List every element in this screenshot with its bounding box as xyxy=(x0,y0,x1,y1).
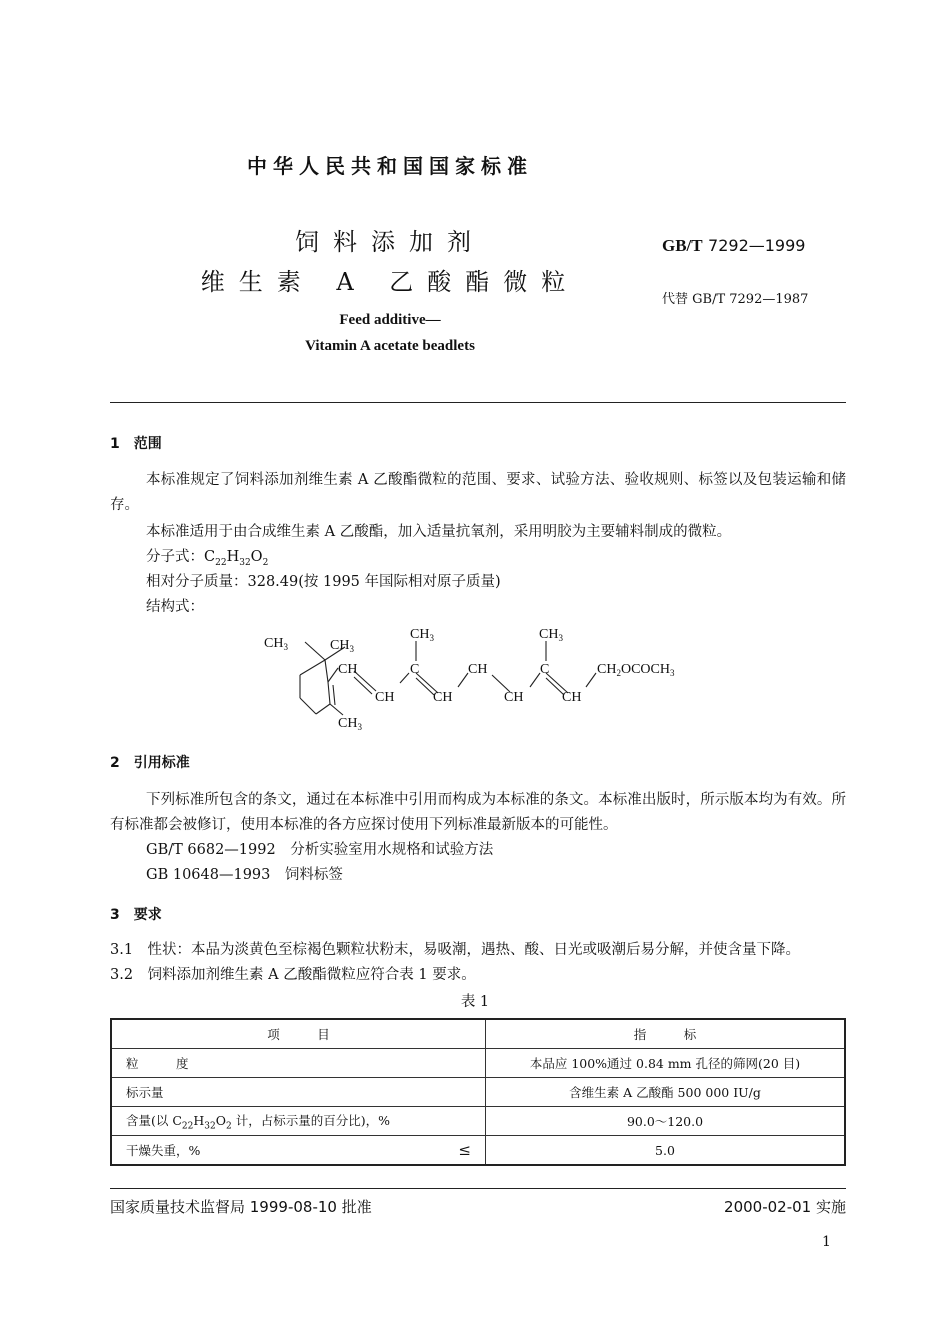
table-row xyxy=(111,1107,845,1136)
struct-ch3-2: $CH_3$ xyxy=(330,638,354,654)
section-1-heading: 1 范围 xyxy=(110,436,162,452)
struct-ch3-1: $CH_3$ xyxy=(264,636,288,652)
struct-ch-1: CH xyxy=(338,662,358,677)
issuing-organization: 中华人民共和国国家标准 xyxy=(247,154,533,178)
title-en-line-1: Feed additive— xyxy=(339,312,441,328)
replaces-standard: 代替 GB/T 7292—1987 xyxy=(662,292,809,307)
table-header-row xyxy=(111,1019,845,1049)
struct-c-2: C xyxy=(540,662,550,677)
struct-ch-5: CH xyxy=(504,690,524,705)
table-cell-item: 干燥失重，% ≤ xyxy=(111,1136,486,1166)
struct-ch3-3: $CH_3$ xyxy=(410,627,434,643)
section-2-heading: 2 引用标准 xyxy=(110,755,190,771)
table-cell-value: 90.0～120.0 xyxy=(486,1107,846,1136)
approval-info: 国家质量技术监督局 1999-08-10 批准 xyxy=(110,1198,372,1216)
table-cell-value: 5.0 xyxy=(486,1136,846,1166)
section-2-paragraph: 下列标准所包含的条文，通过在本标准中引用而构成为本标准的条文。本标准出版时，所示版本均为有效。所有标准都会被修订，使用本标准的各方应探讨使用下列标准最新版本的可能性。 xyxy=(110,792,846,833)
struct-ch-3: CH xyxy=(433,690,453,705)
header-rule xyxy=(110,402,846,403)
structural-formula xyxy=(250,615,710,740)
struct-ch-2: CH xyxy=(375,690,395,705)
table-cell-item: 含量(以 $C_{22}H_{32}O_2$ 计，占标示量的百分比)，% xyxy=(111,1107,486,1136)
table-caption: 表 1 xyxy=(460,994,490,1010)
table-row xyxy=(111,1136,845,1166)
section-3-heading: 3 要求 xyxy=(110,907,162,923)
title-cn-line-1: 饲料添加剂 xyxy=(295,228,485,256)
section-1-paragraph-2: 本标准适用于由合成维生素 A 乙酸酯，加入适量抗氧剂，采用明胶为主要辅料制成的微粒。 xyxy=(146,524,732,540)
section-1-paragraph-1: 本标准规定了饲料添加剂维生素 A 乙酸酯微粒的范围、要求、试验方法、验收规则、标签以及包装运输和储存。 xyxy=(110,472,846,513)
table-cell-item: 粒 度 xyxy=(111,1049,486,1078)
struct-ch-4: CH xyxy=(468,662,488,677)
footer-rule xyxy=(110,1188,846,1189)
struct-ch-6: CH xyxy=(562,690,582,705)
standard-number: GB/T 7292—1999 xyxy=(662,236,806,255)
effective-date: 2000-02-01 实施 xyxy=(724,1198,846,1216)
struct-ch3-5: $CH_3$ xyxy=(338,716,362,732)
table-cell-item: 标示量 xyxy=(111,1078,486,1107)
reference-2: GB 10648—1993 饲料标签 xyxy=(146,867,343,883)
molecular-formula: 分子式：$C_{22}H_{32}O_2$ xyxy=(146,549,269,568)
reference-1: GB/T 6682—1992 分析实验室用水规格和试验方法 xyxy=(146,842,494,858)
requirements-table xyxy=(110,1018,846,1166)
table-row xyxy=(111,1078,845,1107)
table-header-item: 项 目 xyxy=(111,1019,486,1049)
struct-c-1: C xyxy=(410,662,420,677)
table-header-value: 指 标 xyxy=(486,1019,846,1049)
page-number: 1 xyxy=(822,1234,831,1250)
struct-ch3-4: $CH_3$ xyxy=(539,627,563,643)
title-en-line-2: Vitamin A acetate beadlets xyxy=(305,338,475,354)
structure-label: 结构式： xyxy=(146,599,204,615)
table-cell-value: 本品应 100%通过 0.84 mm 孔径的筛网(20 目) xyxy=(486,1049,846,1078)
title-cn-line-2: 维生素 A 乙酸酯微粒 xyxy=(200,268,580,296)
less-equal-symbol: ≤ xyxy=(458,1141,471,1159)
molecular-weight: 相对分子质量：328.49(按 1995 年国际相对原子质量) xyxy=(146,574,501,590)
table-row xyxy=(111,1049,845,1078)
struct-ester-group: $CH_2OCOCH_3$ xyxy=(597,662,675,678)
clause-3-2: 3.2 饲料添加剂维生素 A 乙酸酯微粒应符合表 1 要求。 xyxy=(110,967,476,983)
table-cell-value: 含维生素 A 乙酸酯 500 000 IU/g xyxy=(486,1078,846,1107)
clause-3-1: 3.1 性状：本品为淡黄色至棕褐色颗粒状粉末，易吸潮，遇热、酸、日光或吸潮后易分解，并使含量下降。 xyxy=(110,942,801,958)
